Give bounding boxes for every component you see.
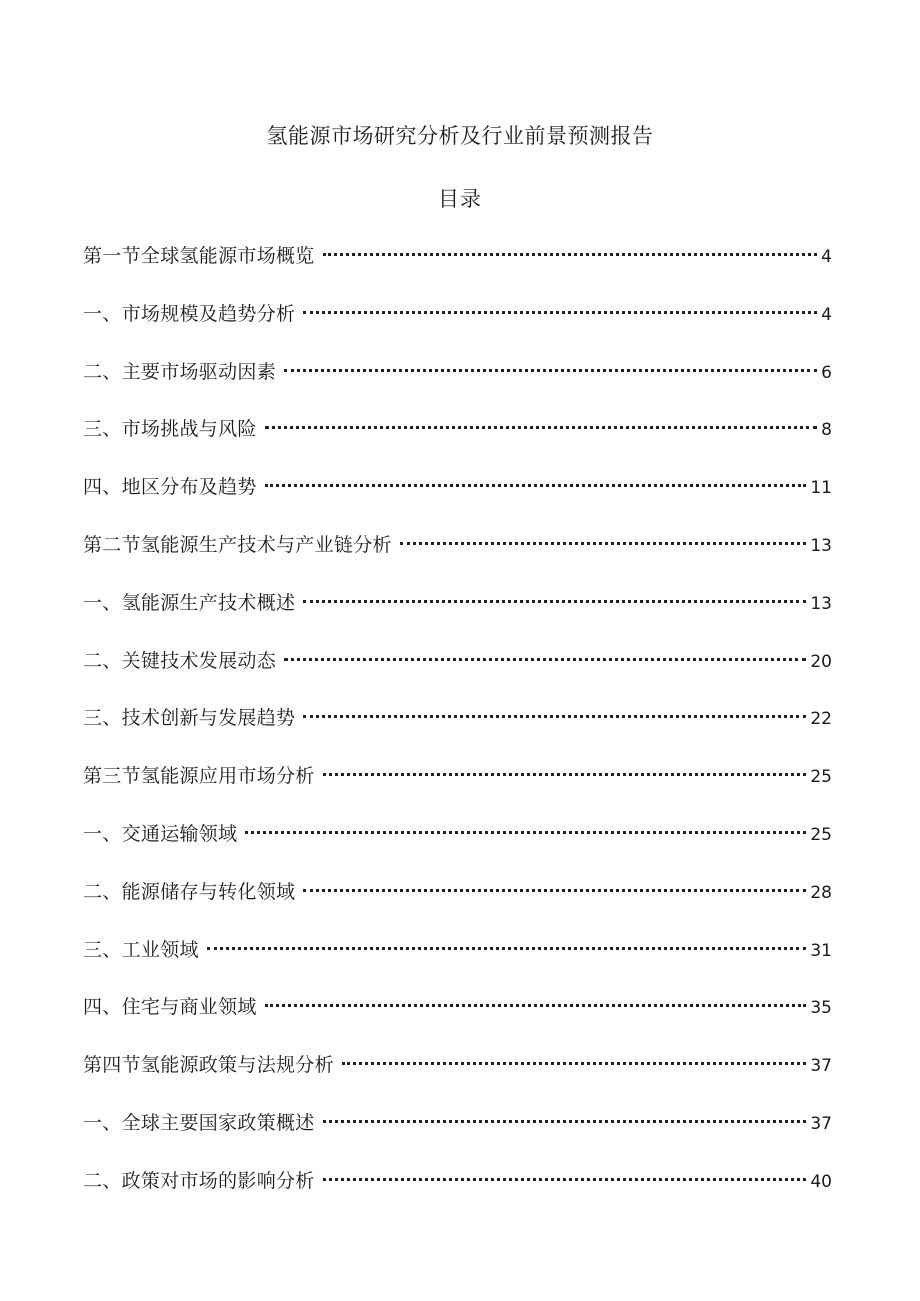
- toc-dot-leader: [284, 658, 806, 661]
- toc-dot-leader: [207, 947, 807, 950]
- toc-dot-leader: [303, 311, 817, 314]
- toc-entry[interactable]: [83, 467, 832, 525]
- toc-entry-text: 三、市场挑战与风险: [83, 418, 257, 441]
- toc-entry[interactable]: [83, 641, 832, 699]
- toc-page-number: 28: [810, 882, 832, 903]
- table-of-contents: [83, 236, 832, 1219]
- toc-page-number: 35: [810, 998, 832, 1019]
- toc-entry-text: 第二节氢能源生产技术与产业链分析: [83, 533, 392, 556]
- toc-entry-text: 第三节氢能源应用市场分析: [83, 765, 315, 788]
- toc-page-number: 4: [821, 304, 832, 325]
- document-title: 氢能源市场研究分析及行业前景预测报告: [266, 124, 654, 148]
- toc-entry-text: 二、能源储存与转化领域: [83, 880, 296, 903]
- toc-entry[interactable]: [83, 352, 832, 410]
- toc-entry[interactable]: [83, 583, 832, 641]
- toc-entry-text: 一、全球主要国家政策概述: [83, 1111, 315, 1134]
- toc-page-number: 11: [810, 478, 832, 499]
- toc-heading: 目录: [438, 187, 482, 211]
- toc-dot-leader: [323, 773, 807, 776]
- toc-dot-leader: [303, 600, 806, 603]
- toc-entry-text: 四、地区分布及趋势: [83, 476, 257, 499]
- toc-dot-leader: [265, 1004, 807, 1007]
- toc-dot-leader: [303, 889, 806, 892]
- toc-page-number: 6: [821, 362, 832, 383]
- toc-page-number: 37: [810, 1056, 832, 1077]
- toc-dot-leader: [265, 484, 807, 487]
- toc-page-number: 31: [810, 940, 832, 961]
- toc-entry-text: 二、主要市场驱动因素: [83, 360, 277, 383]
- toc-entry-text: 一、氢能源生产技术概述: [83, 591, 296, 614]
- toc-dot-leader: [303, 715, 806, 718]
- toc-page-number: 20: [810, 651, 832, 672]
- toc-entry-text: 二、关键技术发展动态: [83, 649, 277, 672]
- toc-entry[interactable]: [83, 987, 832, 1045]
- toc-entry[interactable]: [83, 409, 832, 467]
- toc-entry[interactable]: [83, 294, 832, 352]
- toc-dot-leader: [323, 1178, 807, 1181]
- toc-entry-text: 三、工业领域: [83, 938, 199, 961]
- toc-entry[interactable]: [83, 698, 832, 756]
- toc-page-number: 13: [810, 535, 832, 556]
- toc-page-number: 4: [821, 247, 832, 267]
- toc-page-number: 13: [810, 593, 832, 614]
- toc-dot-leader: [323, 1120, 807, 1123]
- toc-entry-text: 一、市场规模及趋势分析: [83, 302, 296, 325]
- toc-entry-text: 一、交通运输领域: [83, 822, 238, 845]
- toc-entry-text: 三、技术创新与发展趋势: [83, 707, 296, 730]
- toc-dot-leader: [284, 369, 817, 372]
- toc-entry[interactable]: [83, 236, 832, 294]
- toc-page-number: 8: [821, 420, 832, 441]
- toc-dot-leader: [342, 1062, 806, 1065]
- toc-dot-leader: [323, 253, 818, 256]
- toc-entry-text: 第一节全球氢能源市场概览: [83, 245, 315, 267]
- toc-page-number: 25: [810, 824, 832, 845]
- toc-dot-leader: [265, 426, 817, 429]
- toc-page-number: 37: [810, 1113, 832, 1134]
- toc-page-number: 40: [810, 1171, 832, 1192]
- toc-entry[interactable]: [83, 930, 832, 988]
- toc-entry-text: 四、住宅与商业领域: [83, 996, 257, 1019]
- toc-entry-text: 二、政策对市场的影响分析: [83, 1169, 315, 1192]
- toc-dot-leader: [400, 542, 807, 545]
- toc-entry-text: 第四节氢能源政策与法规分析: [83, 1054, 334, 1077]
- toc-entry[interactable]: [83, 1103, 832, 1161]
- toc-entry[interactable]: [83, 525, 832, 583]
- toc-entry[interactable]: [83, 1161, 832, 1219]
- toc-page-number: 25: [810, 767, 832, 788]
- toc-dot-leader: [245, 831, 806, 834]
- toc-page-number: 22: [810, 709, 832, 730]
- toc-entry[interactable]: [83, 872, 832, 930]
- toc-entry[interactable]: [83, 756, 832, 814]
- toc-entry[interactable]: [83, 1045, 832, 1103]
- toc-entry[interactable]: [83, 814, 832, 872]
